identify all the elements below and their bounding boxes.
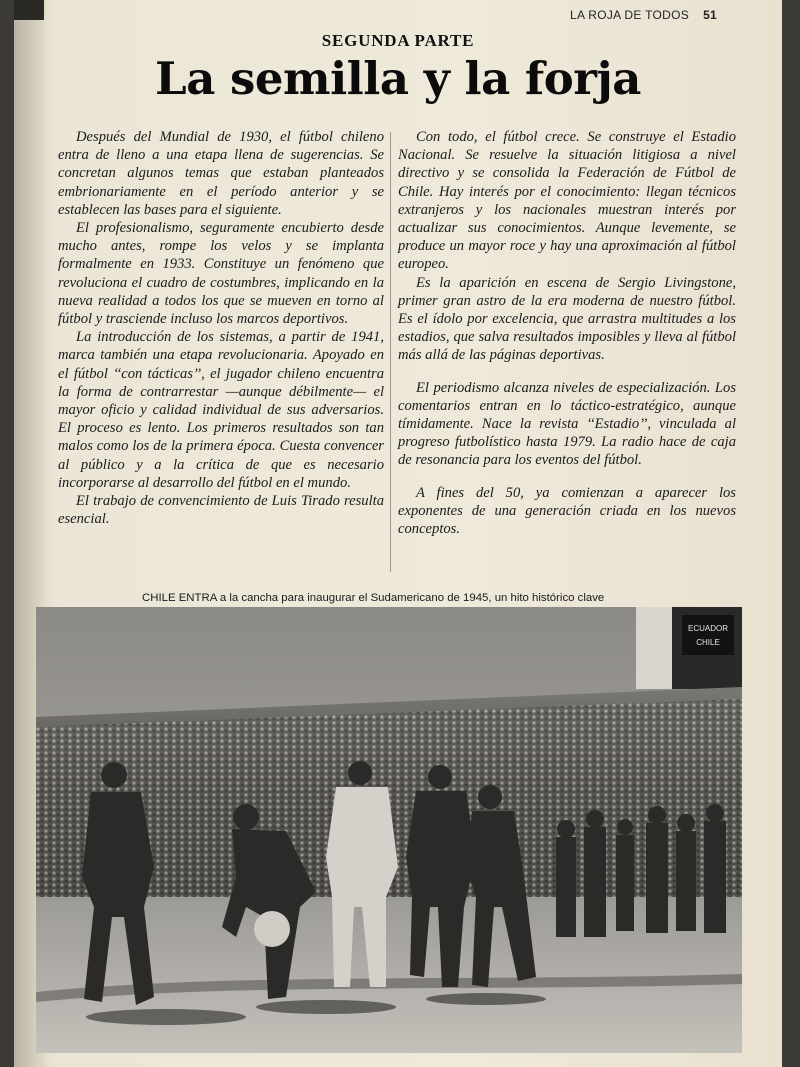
kicker: SEGUNDA PARTE [321, 31, 475, 50]
paragraph: Después del Mundial de 1930, el fútbol chileno entra de lleno a una etapa llena de sugerencias. Se concretan algunos temas que estaban planteados embrionariamente en el período anterior y se establecen las bases para el siguiente. [58, 129, 384, 218]
paragraph: El trabajo de convencimiento de Luis Tirado resulta esencial. [58, 493, 384, 528]
paragraph: El periodismo alcanza niveles de especialización. Los comentarios entran en lo táctico-estratégico, aunque tímidamente. Nace la revista ‘‘Estadio’’, vinculada al progreso futbolístico hasta 1979. La radio hace de caja de resonancia para los eventos del fútbol. [398, 379, 736, 469]
caption-lead: CHILE ENTRA [142, 592, 217, 604]
scoreboard-team-2: CHILE [696, 638, 720, 647]
photo-caption [142, 592, 742, 604]
running-head [570, 8, 717, 22]
page-edge-shadow [14, 0, 44, 20]
paragraph: Con todo, el fútbol crece. Se construye el Estadio Nacional. Se resuelve la situación litigiosa a nivel directivo y se consolida la Federación de Fútbol de Chile. Hay interés por el conocimiento: llegan técnicos extranjeros y los nacionales muestran interés por actualizar sus conocimientos. Aunque levemente, se produce un mayor roce y hay una aproximación al fútbol europeo. [398, 129, 736, 273]
paragraph: Es la aparición en escena de Sergio Livingstone, primer gran astro de la era moderna de nuestro fútbol. Es el ídolo por excelencia, que arrastra multitudes a los estadios, que salva resultados imposibles y lleva al fútbol más allá de las páginas deportivas. [398, 274, 736, 364]
right-column [398, 128, 736, 538]
stadium-photo [36, 607, 742, 1053]
scoreboard-team-1: ECUADOR [687, 624, 729, 633]
paragraph: El profesionalismo, seguramente encubierto desde mucho antes, rompe los velos y se implanta formalmente en 1933. Constituye un fenómeno que revoluciona el cuadro de costumbres, implicando en la nueva realidad a todos los que se mueven en torno al fútbol y trasciende incluso los marcos deportivos. [58, 220, 384, 328]
column-divider [390, 132, 391, 572]
paragraph: La introducción de los sistemas, a partir de 1941, marca también una etapa revolucionaria. Apoyado en el fútbol ‘‘con tácticas’’, el jugador chileno encuentra la forma de contrarrestar —aunque débilmente— el mayor oficio y calidad individual de sus adversarios. El proceso es lento. Los primeros resultados son tan malos como los de la primera época. Cuesta convencer al público y a la crítica de que es necesario incorporarse al desarrollo del fútbol en el mundo. [58, 329, 384, 491]
scoreboard-tower [636, 607, 742, 689]
left-column [58, 128, 384, 528]
section-name: LA ROJA DE TODOS [570, 8, 690, 22]
caption-text: a la cancha para inaugurar el Sudamericano de 1945, un hito histórico clave [216, 592, 605, 604]
paragraph: A fines del 50, ya comienzan a aparecer los exponentes de una generación criada en los nuevos conceptos. [398, 484, 736, 538]
page-number: 51 [703, 8, 718, 22]
article-title: La semilla y la forja [155, 52, 641, 105]
magazine-page [14, 0, 782, 1067]
